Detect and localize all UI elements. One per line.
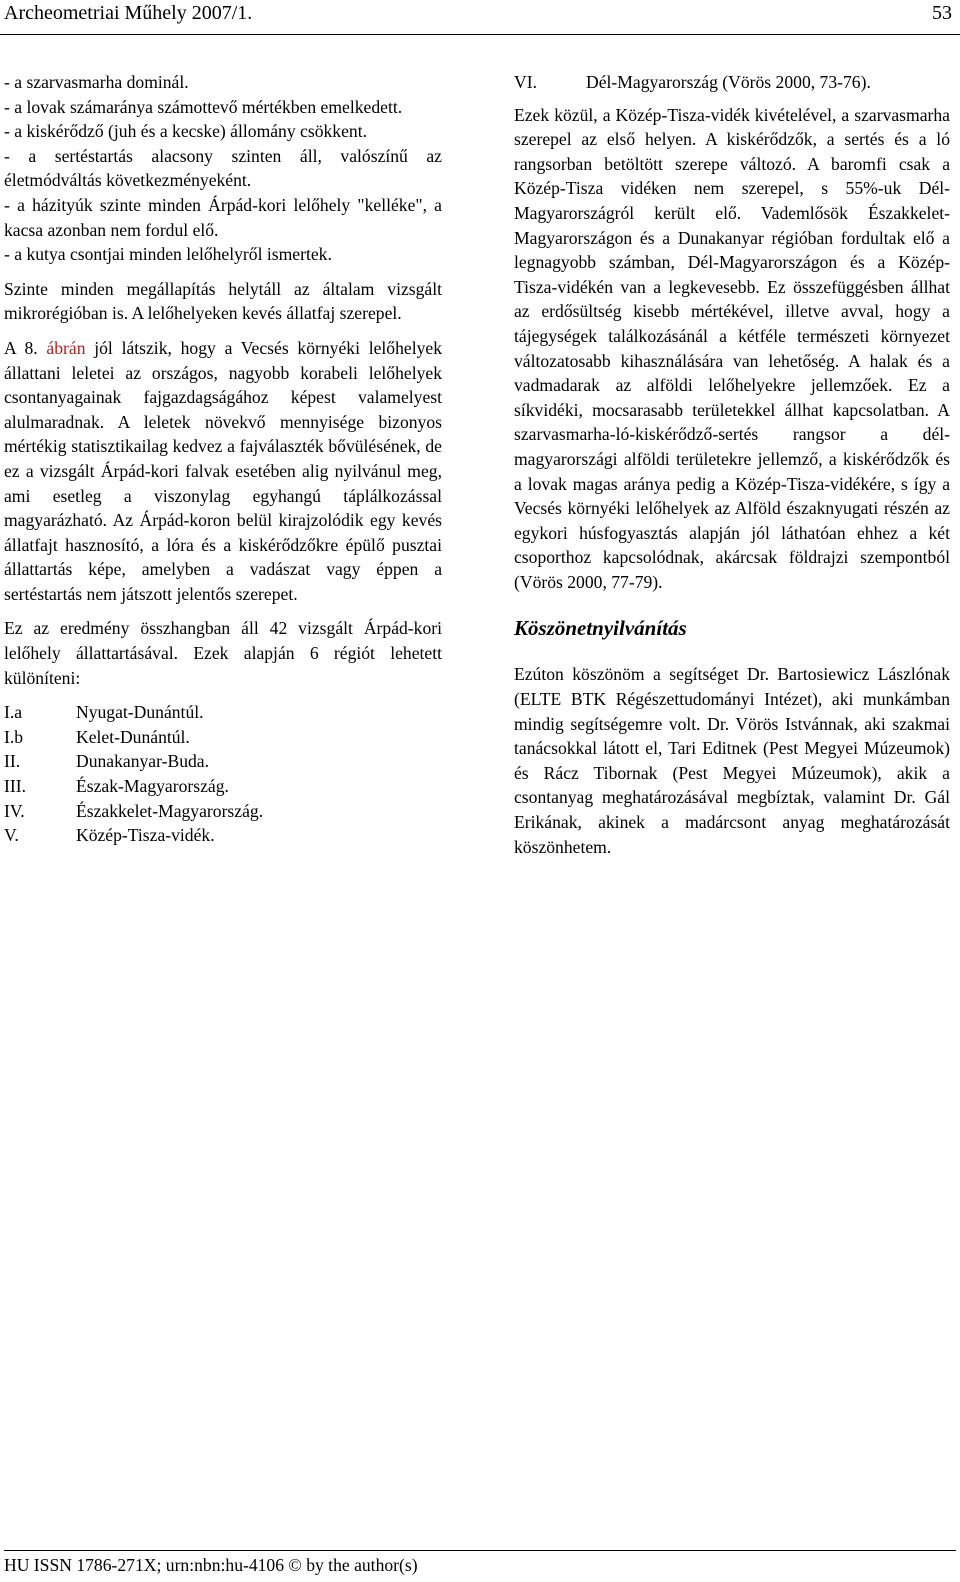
region-name: Dél-Magyarország (Vörös 2000, 73-76). bbox=[586, 72, 871, 92]
paragraph-prefix: A 8. bbox=[4, 337, 47, 358]
paragraph: Ez az eredmény összhangban áll 42 vizsgált Árpád-kori lelőhely állattartásával. Ezek alapján 6 régiót lehetett különíteni: bbox=[4, 618, 442, 688]
running-header bbox=[0, 0, 960, 35]
region-list bbox=[4, 700, 442, 848]
acknowledgements-heading: Köszönetnyilvánítás bbox=[514, 616, 687, 641]
dash-item: - a szarvasmarha dominál. bbox=[4, 72, 189, 92]
paragraph: Ezúton köszönöm a segítséget Dr. Bartosiewicz Lászlónak (ELTE BTK Régészettudományi Intézet), aki munkámban mindig segítségemre volt. Dr. Vörös Istvánnak, aki szakmai tanácsokkal látott el, Tari Editnek (Pest Megyei Múzeumok) és Rácz Tibornak (Pest Megyei Múzeumok), akik a csontanyag meghatározásával megbíztak, valamint Dr. Gál Erikának, akinek a madárcsont anyag meghatározását köszönhetem. bbox=[514, 664, 950, 857]
dash-list bbox=[4, 70, 442, 267]
dash-item: - a kiskérődző (juh és a kecske) állomány csökkent. bbox=[4, 121, 367, 142]
region-code: I.b bbox=[4, 726, 24, 747]
paragraph-text: jól látszik, hogy a Vecsés környéki lelőhelyek állattani leletei az országos, nagyobb korabeli lelőhelyek csontanyagainak fajgazdagságához képest valamelyest alulmaradnak. A leletek növekvő mennyisége bizonyos mértékig statisztikailag kedvez a fajválaszték bővülésének, de ez a vizsgált Árpád-kori falvak esetében alig nyilvánul meg, ami esetleg a viszonylag egyhangú táplálkozással magyarázható. Az Árpád-koron belül kirajzolódik egy kevés állatfajt hasznosító, a lóra és a kiskérődzőkre épülő pusztai állattartás képe, amelyben a vadászat vagy éppen a sertéstartás nem játszott jelentős szerepet. bbox=[4, 337, 442, 604]
region-item bbox=[4, 799, 442, 824]
region-code: II. bbox=[4, 751, 21, 772]
region-item bbox=[4, 823, 442, 848]
region-item bbox=[4, 749, 442, 774]
region-code: VI. bbox=[514, 72, 537, 92]
page-number: 53 bbox=[932, 2, 952, 24]
region-code: V. bbox=[4, 825, 19, 846]
dash-item: - a kutya csontjai minden lelőhelyről ismertek. bbox=[4, 244, 332, 265]
paragraph bbox=[4, 336, 442, 607]
dash-item: - a lovak számaránya számottevő mértékben emelkedett. bbox=[4, 96, 403, 117]
right-column bbox=[514, 70, 950, 869]
paragraph: Szinte minden megállapítás helytáll az általam vizsgált mikrorégióban is. A lelőhelyeken kevés állatfaj szerepel. bbox=[4, 278, 442, 324]
region-name: Közép-Tisza-vidék. bbox=[76, 825, 215, 846]
figure-reference-link[interactable]: ábrán bbox=[46, 337, 86, 358]
paragraph: Ezek közül, a Közép-Tisza-vidék kivételével, a szarvasmarha szerepel az első helyen. A kiskérődzők, a sertés és a ló rangsorban betöltött szerepe változó. A baromfi csak a Közép-Tisza vidéken nem szerepel, s 55%-uk Dél-Magyarországról került elő. Vademlősök Északkelet-Magyarországon és a Dunakanyar régióban fordultak elő a legnagyobb számban, Dél-Magyarországon és a Közép-Tisza-vidékén van a legkevesebb. Ez összefüggésben állhat az erdősültség kisebb mértékével, illetve avval, hogy a tájegységek találkozásánál a kétféle természeti környezet változatosabb kihasználására van lehetőség. A halak és a vadmadarak az alföldi lelőhelyekre jellemzőek. Ez a síkvidéki, mocsarasabb területekkel állhat kapcsolatban. A szarvasmarha-ló-kiskérődző-sertés rangsor a dél-magyarországi alföldi területekre jellemző, a kiskérődzők és a lovak magas aránya pedig a Közép-Tisza-vidékére, s így a Vecsés környéki lelőhelyek az Alföld északnyugati részén az egykori húsfogyasztás alapján jól láthatóan ehhez a két csoporthoz kapcsolódnak, akárcsak földrajzi szempontból (Vörös 2000, 77-79). bbox=[514, 104, 950, 592]
region-code: III. bbox=[4, 776, 26, 797]
region-name: Északkelet-Magyarország. bbox=[76, 800, 264, 821]
journal-title: Archeometriai Műhely 2007/1. bbox=[4, 2, 253, 24]
dash-item: - a házityúk szinte minden Árpád-kori lelőhely "kelléke", a kacsa azonban nem fordul elő. bbox=[4, 194, 442, 240]
region-name: Kelet-Dunántúl. bbox=[76, 726, 190, 747]
dash-item: - a sertéstartás alacsony szinten áll, valószínű az életmódváltás következményeként. bbox=[4, 145, 442, 191]
region-name: Nyugat-Dunántúl. bbox=[76, 702, 204, 723]
region-name: Dunakanyar-Buda. bbox=[76, 751, 210, 772]
region-item bbox=[4, 700, 442, 725]
left-column bbox=[4, 70, 442, 848]
region-name: Észak-Magyarország. bbox=[76, 776, 229, 797]
region-item bbox=[514, 70, 950, 95]
region-code: IV. bbox=[4, 800, 25, 821]
region-item bbox=[4, 725, 442, 750]
region-item bbox=[4, 774, 442, 799]
footer-issn: HU ISSN 1786-271X; urn:nbn:hu-4106 © by the author(s) bbox=[4, 1550, 956, 1576]
region-code: I.a bbox=[4, 702, 23, 723]
